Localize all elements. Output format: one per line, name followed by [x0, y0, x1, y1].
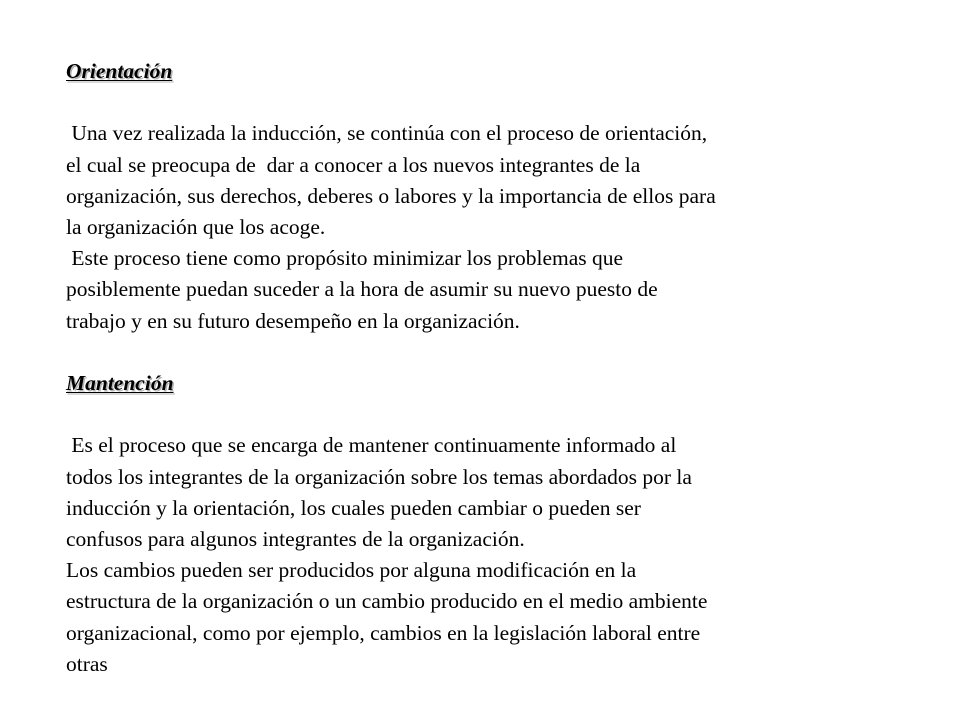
paragraph-line: el cual se preocupa de dar a conocer a los nuevos integrantes de la: [66, 152, 641, 177]
paragraph-line: posiblemente puedan suceder a la hora de asumir su nuevo puesto de: [66, 277, 658, 302]
paragraph-line: otras: [66, 651, 108, 676]
paragraph-line: organización, sus derechos, deberes o labores y la importancia de ellos para: [66, 183, 716, 208]
paragraph-line: Los cambios pueden ser producidos por alguna modificación en la: [66, 558, 637, 583]
paragraph-line: la organización que los acoge.: [66, 215, 326, 239]
paragraph-line: Es el proceso que se encarga de mantener continuamente informado al: [66, 433, 677, 458]
spacer: [66, 399, 896, 430]
paragraph-line: estructura de la organización o un cambio producido en el medio ambiente: [66, 589, 708, 614]
slide-text-body: [66, 56, 896, 680]
paragraph-line: confusos para algunos integrantes de la organización.: [66, 527, 525, 551]
paragraph-line: Este proceso tiene como propósito minimizar los problemas que: [66, 246, 624, 271]
heading-mantencion: Mantención: [66, 371, 174, 395]
paragraph-line: todos los integrantes de la organización sobre los temas abordados por la: [66, 464, 692, 489]
heading-orientacion: Orientación: [66, 59, 173, 83]
paragraph-line: inducción y la orientación, los cuales pueden cambiar o pueden ser: [66, 495, 641, 520]
spacer: [66, 337, 896, 368]
spacer: [66, 87, 896, 118]
paragraph-line: trabajo y en su futuro desempeño en la organización.: [66, 308, 520, 333]
paragraph-line: organizacional, como por ejemplo, cambios en la legislación laboral entre: [66, 620, 701, 645]
paragraph-line: Una vez realizada la inducción, se continúa con el proceso de orientación,: [66, 121, 708, 146]
